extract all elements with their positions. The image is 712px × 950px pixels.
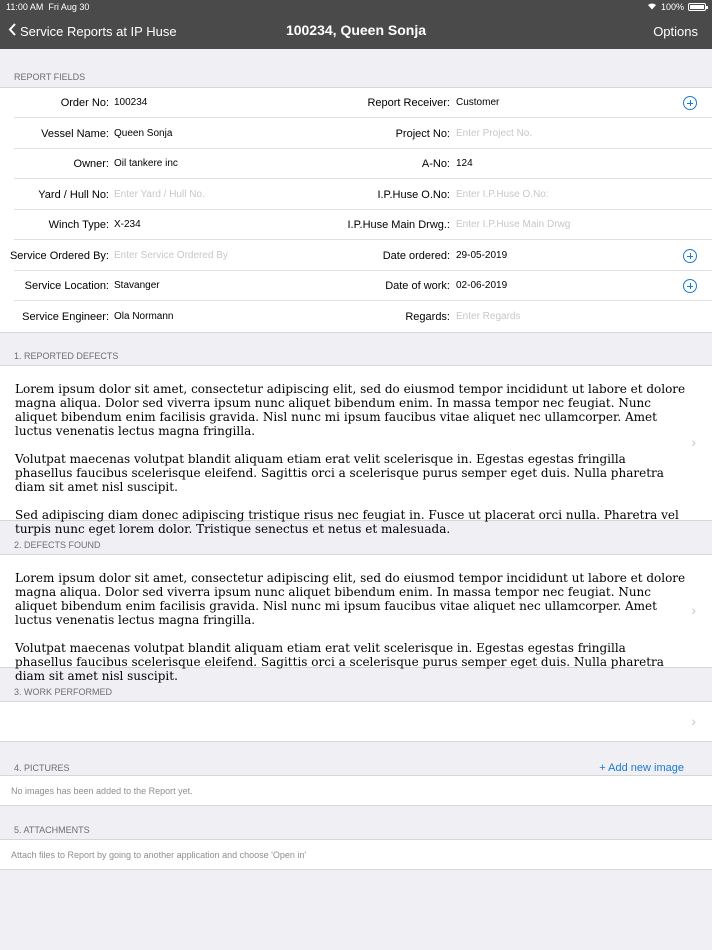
field-input[interactable]: Enter I.P.Huse O.No:	[456, 188, 549, 200]
page-title: 100234, Queen Sonja	[285, 22, 427, 38]
field-row	[0, 119, 712, 149]
field-row	[0, 149, 712, 179]
field-label: Project No:	[395, 127, 450, 140]
status-right	[647, 2, 706, 12]
field-value[interactable]: 100234	[114, 97, 148, 108]
field-label: Date ordered:	[382, 249, 450, 262]
field-value[interactable]: Customer	[456, 97, 500, 108]
report-fields-card	[0, 87, 712, 333]
attachments-card	[0, 839, 712, 870]
pictures-empty-text: No images has been added to the Report yet.	[11, 786, 193, 796]
field-value[interactable]: Oil tankere inc	[114, 158, 178, 169]
field-label: A-No:	[421, 158, 450, 170]
wifi-icon	[647, 2, 657, 12]
battery-percent: 100%	[660, 2, 684, 12]
field-label: Winch Type:	[48, 219, 109, 231]
pictures-card	[0, 775, 712, 806]
field-row	[0, 241, 712, 271]
field-row	[0, 271, 712, 301]
report-fields-header: REPORT FIELDS	[14, 72, 86, 82]
status-bar	[0, 0, 712, 14]
field-row	[0, 210, 712, 240]
defects-found-card[interactable]	[0, 554, 712, 683]
pictures-header: 4. PICTURES + Add new image	[14, 762, 684, 774]
field-label: Service Location:	[24, 280, 109, 292]
field-label: I.P.Huse Main Drwg.:	[347, 219, 450, 231]
paragraph: Lorem ipsum dolor sit amet, consectetur adipiscing elit, sed do eiusmod tempor incididunt ut labore et dolore magna aliqua. Dolor sed viverra ipsum nunc aliquet bibendum enim. In massa tempor nec feugiat. Nunc aliquet bibendum enim facilisis gravida. Nisl nunc mi ipsum faucibus vitae aliquet nec ullamcorper. Amet luctus venenatis lectus magna fringilla.	[15, 382, 686, 438]
field-value[interactable]: X-234	[114, 219, 141, 230]
field-value[interactable]: 29-05-2019	[456, 249, 508, 261]
back-button-label: Service Reports at IP Huse	[20, 23, 177, 39]
field-value[interactable]: 02-06-2019	[456, 280, 508, 291]
add-image-button[interactable]: + Add new image	[599, 762, 684, 774]
add-circle-icon[interactable]	[683, 249, 697, 263]
field-label: Regards:	[405, 310, 450, 323]
field-input[interactable]: Enter I.P.Huse Main Drwg	[456, 219, 571, 230]
field-label: Order No:	[60, 97, 109, 109]
field-value[interactable]: Stavanger	[114, 280, 160, 291]
field-value[interactable]: Queen Sonja	[114, 127, 173, 139]
status-time: 11:00 AM Fri Aug 30	[6, 2, 90, 12]
paragraph: Volutpat maecenas volutpat blandit aliquam etiam erat velit scelerisque in. Egestas egestas fringilla phasellus faucibus scelerisque eleifend. Sagittis orci a scelerisque purus semper eget duis. Nulla pharetra diam sit amet nisl suscipit.	[15, 641, 664, 683]
chevron-right-icon[interactable]: ›	[691, 602, 696, 618]
work-performed-header: 3. WORK PERFORMED	[14, 687, 113, 697]
field-input[interactable]: Enter Yard / Hull No.	[114, 188, 205, 200]
field-label: Report Receiver:	[367, 97, 450, 109]
reported-defects-text	[15, 382, 687, 550]
field-label: Date of work:	[385, 280, 450, 292]
paragraph: Lorem ipsum dolor sit amet, consectetur adipiscing elit, sed do eiusmod tempor incididunt ut labore et dolore magna aliqua. Dolor sed viverra ipsum nunc aliquet bibendum enim. In massa tempor nec feugiat. Nunc aliquet bibendum enim facilisis gravida. Nisl nunc mi ipsum faucibus vitae aliquet nec ullamcorper. Amet luctus venenatis lectus magna fringilla.	[15, 571, 686, 627]
field-input[interactable]: Enter Regards	[456, 310, 521, 322]
field-row	[0, 302, 712, 332]
chevron-left-icon	[8, 23, 16, 39]
field-input[interactable]: Enter Project No.	[456, 127, 533, 139]
add-circle-icon[interactable]	[683, 279, 697, 293]
reported-defects-card[interactable]	[0, 365, 712, 536]
field-value[interactable]: Ola Normann	[114, 310, 174, 322]
defects-found-header: 2. DEFECTS FOUND	[14, 540, 101, 550]
paragraph: Volutpat maecenas volutpat blandit aliquam etiam erat velit scelerisque in. Egestas egestas fringilla phasellus faucibus scelerisque eleifend. Sagittis orci a scelerisque purus semper eget duis. Nulla pharetra diam sit amet nisl suscipit.	[15, 452, 664, 494]
field-row	[0, 180, 712, 210]
field-label: Service Engineer:	[22, 310, 109, 323]
add-circle-icon[interactable]	[683, 96, 697, 110]
field-label: Vessel Name:	[41, 127, 109, 140]
back-button[interactable]	[8, 23, 177, 39]
options-button[interactable]: Options	[653, 24, 698, 39]
navigation-bar	[0, 14, 712, 49]
paragraph: Sed adipiscing diam donec adipiscing tristique risus nec feugiat in. Fusce ut placerat orci nulla. Pharetra vel turpis nunc eget lorem dolor. Tristique senectus et netus et malesuada.	[15, 508, 679, 536]
field-row	[0, 88, 712, 118]
chevron-right-icon[interactable]: ›	[691, 713, 696, 729]
attachments-info-text: Attach files to Report by going to another application and choose 'Open in'	[11, 850, 307, 860]
work-performed-card[interactable]	[0, 701, 712, 742]
chevron-right-icon[interactable]: ›	[691, 434, 696, 450]
field-label: Yard / Hull No:	[38, 188, 109, 201]
field-label: Service Ordered By:	[9, 249, 109, 262]
field-input[interactable]: Enter Service Ordered By	[114, 249, 228, 261]
field-label: Owner:	[73, 158, 109, 170]
battery-icon	[688, 3, 706, 11]
field-label: I.P.Huse O.No:	[377, 188, 450, 201]
attachments-header: 5. ATTACHMENTS	[14, 825, 90, 835]
reported-defects-header: 1. REPORTED DEFECTS	[14, 351, 119, 361]
field-value[interactable]: 124	[456, 158, 473, 169]
